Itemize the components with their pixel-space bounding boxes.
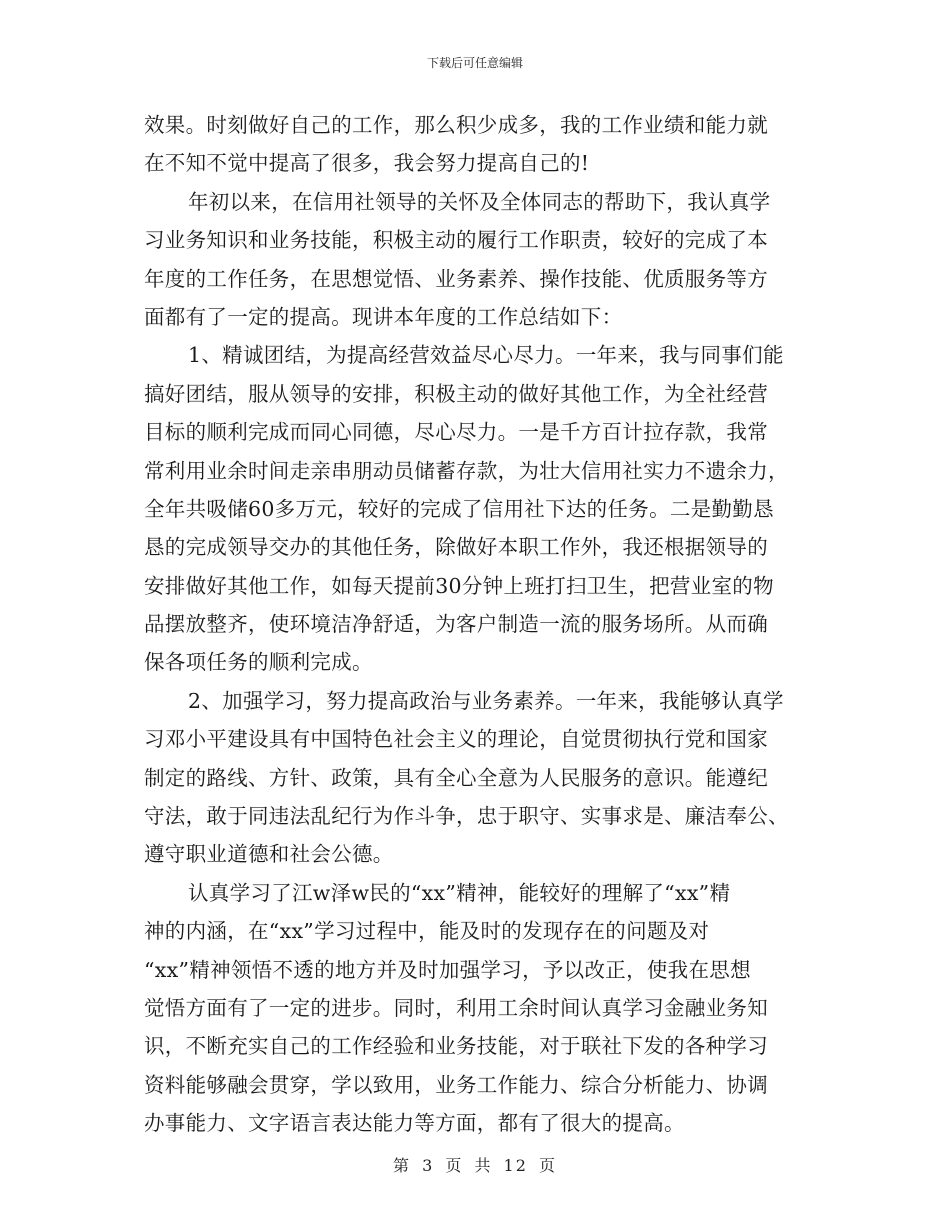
page-header: 下载后可任意编辑 [426, 56, 523, 70]
text-line: 面都有了一定的提高。现讲本年度的工作总结如下： [144, 304, 623, 329]
text-line: “xx”精神领悟不透的地方并及时加强学习，予以改正，使我在思想 [144, 957, 751, 982]
page-footer: 第 3 页 共 12 页 [393, 1156, 557, 1175]
text-line: 安排做好其他工作，如每天提前30分钟上班打扫卫生，把营业室的物 [144, 573, 774, 598]
text-line: 在不知不觉中提高了很多，我会努力提高自己的! [144, 151, 590, 176]
text-line: 保各项任务的顺利完成。 [144, 650, 373, 675]
text-line: 守法，敢于同违法乱纪行为作斗争，忠于职守、实事求是、廉洁奉公、 [144, 804, 789, 829]
text-line: 年度的工作任务，在思想觉悟、业务素养、操作技能、优质服务等方 [144, 266, 768, 291]
document-body [144, 106, 814, 1143]
text-line: 觉悟方面有了一定的进步。同时，利用工余时间认真学习金融业务知 [144, 995, 768, 1020]
text-line: 遵守职业道德和社会公德。 [144, 842, 394, 867]
text-line: 办事能力、文字语言表达能力等方面，都有了很大的提高。 [144, 1111, 685, 1136]
text-line: 效果。时刻做好自己的工作，那么积少成多，我的工作业绩和能力就 [144, 113, 768, 137]
text-line: 年初以来，在信用社领导的关怀及全体同志的帮助下，我认真学 [188, 189, 771, 214]
text-line: 习业务知识和业务技能，积极主动的履行工作职责，较好的完成了本 [144, 228, 768, 253]
text-line: 认真学习了江w泽w民的“xx”精神，能较好的理解了“xx”精 [188, 880, 731, 905]
text-line: 识，不断充实自己的工作经验和业务技能，对于联社下发的各种学习 [144, 1034, 768, 1059]
text-line: 全年共吸储60多万元，较好的完成了信用社下达的任务。二是勤勤恳 [144, 496, 774, 521]
text-line: 2、加强学习，努力提高政治与业务素养。一年来，我能够认真学 [188, 688, 784, 713]
text-line: 1、精诚团结，为提高经营效益尽心尽力。一年来，我与同事们能 [188, 343, 784, 368]
text-line: 神的内涵，在“xx”学习过程中，能及时的发现存在的问题及对 [144, 919, 710, 944]
text-line: 制定的路线、方针、政策，具有全心全意为人民服务的意识。能遵纪 [144, 765, 768, 790]
text-line: 恳的完成领导交办的其他任务，除做好本职工作外，我还根据领导的 [144, 535, 768, 560]
text-line: 资料能够融会贯穿，学以致用，业务工作能力、综合分析能力、协调 [144, 1072, 768, 1097]
text-line: 品摆放整齐，使环境洁净舒适，为客户制造一流的服务场所。从而确 [144, 612, 768, 637]
text-line: 目标的顺利完成而同心同德，尽心尽力。一是千方百计拉存款，我常 [144, 420, 768, 445]
text-line: 常利用业余时间走亲串朋动员储蓄存款，为壮大信用社实力不遗余力， [144, 458, 789, 483]
text-line: 习邓小平建设具有中国特色社会主义的理论，自觉贯彻执行党和国家 [144, 727, 768, 752]
text-line: 搞好团结，服从领导的安排，积极主动的做好其他工作，为全社经营 [144, 381, 768, 406]
